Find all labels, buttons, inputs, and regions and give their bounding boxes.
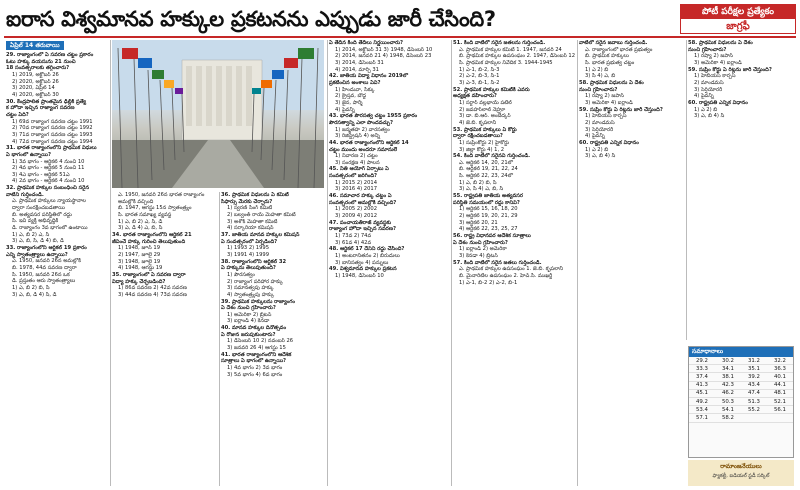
question-text: ఏ దేశం నుంచి గ్రహించారు? xyxy=(221,305,276,312)
option-text: 3) 1991 4) 1999 xyxy=(227,251,269,258)
option-text: 1) 4వ భాగం 2) 3వ భాగం xyxy=(227,365,283,372)
question-text: ఎన్ని స్వాతంత్ర్యాలు ఉన్నాయి? xyxy=(6,251,68,258)
answer-row xyxy=(689,357,793,365)
option-text: 1) ఎ, బి 2) బి, సి xyxy=(12,284,50,291)
option-text: డి. ప్రస్తుతం ఆరు స్వాతంత్ర్యాలు xyxy=(12,278,76,285)
answer-table xyxy=(689,357,793,423)
flags-photo xyxy=(112,40,324,188)
option-text: 4) 2020, అక్టోబర్ 30 xyxy=(12,91,59,98)
option-text: 1) ఎ-1, బి-2, సి-3 xyxy=(459,66,500,73)
brand-top: పోటీ పరీక్షల ప్రత్యేకం xyxy=(681,5,795,19)
option-text: 3) 4ఎ భాగం - ఆర్టికల్ 51ఎ xyxy=(12,171,70,178)
question-text: ఏ తేదీన కింది తేదీలు నిర్ణయించారు? xyxy=(329,40,404,46)
question-text: క హోదా ఇచ్చిన రాజ్యాంగ సవరణ xyxy=(6,105,75,112)
option-text: 3) అశోక్ మెహతా కమిటీ xyxy=(227,218,278,225)
answer-cell: 32.2 xyxy=(767,357,793,365)
column-1 xyxy=(6,40,108,486)
question-text: 58. ప్రాథమిక విధులను ఏ దేశం xyxy=(688,40,753,46)
option-text: 1) హెబియస్ కార్పస్ xyxy=(694,73,736,80)
option-text: బి. 1978, 44వ సవరణ ద్వారా xyxy=(12,265,77,271)
question-text: ఏ భాగంలో ఉన్నాయి? xyxy=(6,151,51,158)
option-text: 1) డిసెంబర్ 10 2) నవంబర్ 26 xyxy=(227,338,294,345)
column-2 xyxy=(112,192,217,486)
option-text: 4) 2వ భాగం - ఆర్టికల్ 4 నుంచి 10 xyxy=(12,178,85,185)
option-text: 1) సుప్రీంకోర్టు 2) హైకోర్టు xyxy=(459,139,510,146)
option-text: 3) జనవరి 26 4) ఆగస్టు 15 xyxy=(227,345,286,352)
answer-cell: 36.3 xyxy=(767,365,793,373)
answer-cell: 44.1 xyxy=(767,381,793,389)
question-text: 59. సుప్రీం కోర్టు ఏ రిట్లను జారీ చేస్తుంది? xyxy=(579,106,663,113)
column-divider xyxy=(110,40,111,486)
option-text: ఎ. ఆర్టికల్ 14, 20, 21లో xyxy=(459,159,513,166)
answer-key-heading: సమాధానాలు xyxy=(689,347,793,357)
option-text: ఎ. రాజ్యాంగంలో భారత ప్రభుత్వం xyxy=(585,46,653,53)
answer-cell: 34.1 xyxy=(715,365,741,373)
option-text: 3) 61వ 4) 42వ xyxy=(335,239,372,246)
option-text: బి. ఆర్టికల్ 19, 21, 22, 24 xyxy=(459,166,518,173)
option-text: 4) సర్కారియా కమిషన్ xyxy=(227,225,274,232)
option-text: 3) 2014, డిసెంబర్ 31 xyxy=(335,59,384,66)
option-text: 1) 86వ సవరణ 2) 42వ సవరణ xyxy=(118,285,187,292)
answer-cell: 42.3 xyxy=(715,381,741,389)
answer-cell: 52.1 xyxy=(767,397,793,405)
answer-cell: 46.2 xyxy=(715,389,741,397)
author-role: ఫ్యాకల్టీ, ఐడియల్ స్టడీ సర్కిల్ xyxy=(712,473,770,479)
question-text: జీవించే హక్కు గురించి తెలుపుతుంది xyxy=(112,238,186,245)
option-text: 3) సెర్షియోరరీ xyxy=(585,126,614,133)
option-text: ఎ. 1950, జనవరి 26న అమల్లోకి xyxy=(12,258,81,265)
question-text: 46. సమాచార హక్కు చట్టం ఏ xyxy=(329,193,392,200)
question-text: నుంచి గ్రహించారు? xyxy=(688,46,727,53)
question-text: 42. జాతీయ విద్యా విధానం 2019లో xyxy=(329,73,408,80)
question-text: 30. కేంద్రపాలిత ప్రాంతమైన ఢిల్లీకి ప్రత్యే xyxy=(6,98,87,105)
option-text: అమల్లోకి వచ్చింది xyxy=(118,198,154,205)
option-text: 1) హిందువా, సిక్కు xyxy=(335,86,375,93)
option-text: 3) ఎ, బి 4) సి xyxy=(585,153,616,160)
question-text: నుంచి గ్రహించారు? xyxy=(579,86,618,93)
question-text: ద్వారా రక్షించబడతాయి? xyxy=(453,133,503,140)
column-divider xyxy=(451,40,452,486)
column-6 xyxy=(579,40,685,486)
answer-cell: 53.4 xyxy=(689,406,715,414)
option-text: 1) 3వ భాగం - ఆర్టికల్ 4 నుంచి 10 xyxy=(12,158,85,165)
answer-cell: 40.1 xyxy=(767,373,793,381)
option-text: 3) 2016 4) 2017 xyxy=(335,186,377,193)
option-text: 3) బానిసత్వం 4) పన్నులు xyxy=(335,259,389,266)
question-text: 35. రాజ్యాంగంలో ఏ సవరణ ద్వారా xyxy=(112,271,186,278)
question-text: 59. సుప్రీం కోర్టు ఏ రిట్లను జారీ చేస్తుంది? xyxy=(688,66,772,73)
option-text: 1) హెబియస్ కార్పస్ xyxy=(585,113,627,120)
question-text: 36. ప్రాథమిక విధులను ఏ కమిటీ xyxy=(221,192,289,198)
option-text: 1) 69వ రాజ్యాంగ సవరణ చట్టం 1991 xyxy=(12,118,93,125)
answer-cell: 48.1 xyxy=(767,389,793,397)
option-text: 1) ఆర్టికల్ 15, 16, 18, 20 xyxy=(459,206,518,213)
question-text: వాటిలో సరైన జవాబు గుర్తించండి. xyxy=(579,40,648,46)
option-text: 3) 2009 4) 2012 xyxy=(335,213,377,220)
answer-cell: 33.3 xyxy=(689,365,715,373)
question-text: ఏ హక్కును తెలుపుతుంది? xyxy=(221,265,276,272)
answer-cell: 47.4 xyxy=(741,389,767,397)
option-text: 1) 73వ 2) 74వ xyxy=(335,233,372,240)
option-text: సి. 1950, జనవరి 26న ఒక xyxy=(12,271,70,278)
question-text: ఏ సంవత్సరంలో ఏర్పడింది? xyxy=(221,238,278,245)
answer-cell: 43.4 xyxy=(741,381,767,389)
option-text: 4) 72వ రాజ్యాంగ సవరణ చట్టం 1994 xyxy=(12,138,93,145)
option-text: 4) 2014, మార్చి 31 xyxy=(335,66,379,73)
option-text: 2) 4వ భాగం - ఆర్టికల్ 5 నుంచి 11 xyxy=(12,165,85,172)
column-3 xyxy=(221,192,325,486)
brand-bottom: జాగ్రఫీ xyxy=(726,21,750,32)
option-text: బి. ప్రాథమిక హక్కులు xyxy=(585,53,629,60)
option-text: 1) ఎ, బి 2) ఎ, సి xyxy=(12,231,50,238)
question-text: 55. రాష్ట్రపతి జాతీయ అత్యవసర xyxy=(453,193,523,200)
option-text: 4) పైవన్నీ xyxy=(335,106,355,113)
option-text: 1) ఎ 2) బి xyxy=(694,106,718,113)
option-text: ఎ. ప్రాథమిక హక్కుల ఉపసంఘం 1. జె.బి. కృపలానీ xyxy=(459,266,564,273)
question-text: 34. భారత రాజ్యాంగంలోని ఆర్టికల్ 21 xyxy=(112,231,192,238)
option-text: 1) ఐర్లాండ్ 2) అమెరికా xyxy=(459,246,507,253)
option-text: 1) ఎ, బి 2) ఎ, సి, డి xyxy=(118,218,163,225)
un-flags-image xyxy=(112,40,324,188)
option-text: 2) మాండమస్ xyxy=(694,79,724,86)
question-text: పౌరసత్వాన్ని ఎలా పొందవచ్చు? xyxy=(329,119,394,126)
question-text: 33. రాజ్యాంగంలోని ఆర్టికల్ 19 ప్రకారం xyxy=(6,245,87,252)
column-7 xyxy=(688,40,796,340)
option-text: 1) ఎ, బి 2) బి, సి xyxy=(459,179,497,186)
option-text: 1) రష్యా 2) జపాన్ xyxy=(585,93,624,100)
answer-cell xyxy=(741,414,767,422)
option-text: బి. 1947, ఆగస్టు 15న స్వాతంత్ర్యం xyxy=(118,205,192,212)
option-text: 3) జిల్లా కోర్టు 4) 1, 2 xyxy=(459,146,505,153)
option-text: 2) 2020, అక్టోబర్ 26 xyxy=(12,78,59,85)
answer-row xyxy=(689,397,793,405)
question-text: 44. భారత రాజ్యాంగంలోని ఆర్టికల్ 14 xyxy=(329,139,409,146)
option-text: 1) అంటరానితనం 2) బిరుదులు xyxy=(335,253,400,259)
option-text: సి. ఇవి వ్యక్తి అభివృద్ధికి xyxy=(12,218,59,225)
option-text: 1) 2005 2) 2002 xyxy=(335,206,377,213)
option-text: 3) ఐర్లాండ్ 4) కెనడా xyxy=(227,318,270,325)
option-text: 4) పైవన్నీ xyxy=(585,133,605,140)
option-text: 2) 70వ రాజ్యాంగ సవరణ చట్టం 1992 xyxy=(12,125,93,132)
question-text: 56. రాష్ట్ర విధానపర ఆదేశిక సూత్రాలు xyxy=(453,233,531,240)
option-text: ఎ. 1950, జనవరి 26న భారత రాజ్యాంగం xyxy=(118,192,205,198)
question-text: ప్రకటించిన అంశాలు ఏవి? xyxy=(329,79,381,86)
option-text: 3) ఎ, డి 4) ఎ, బి, సి xyxy=(118,225,163,232)
question-text: వాటిని గుర్తించండి. xyxy=(6,191,44,198)
question-text: 60. రాష్ట్రపతి ఎన్నిక విధానం xyxy=(579,139,639,146)
question-text: 40. మానవ హక్కుల దినోత్సవం xyxy=(221,325,287,332)
column-divider xyxy=(327,40,328,486)
question-text: 47. పంచాయతీరాజ్ వ్యవస్థకు xyxy=(329,219,392,226)
option-text: 1) 1948, జూన్ 19 xyxy=(118,245,160,252)
answer-row xyxy=(689,381,793,389)
option-text: 2) 1947, జూలై 29 xyxy=(118,251,161,258)
option-text: 3) సి 4) ఎ, బి xyxy=(585,73,616,80)
option-text: 1) స్వరణ్ సింగ్ కమిటీ xyxy=(227,205,273,212)
answer-cell: 29.2 xyxy=(689,357,715,365)
answer-cell: 58.2 xyxy=(715,414,741,422)
option-text: సి. భారత సమాఖ్య వ్యవస్థ xyxy=(118,211,172,218)
option-text: 3) 2020, ఏప్రిల్ 14 xyxy=(12,85,55,92)
option-text: 1) ఎ 2) బి xyxy=(585,146,609,153)
answer-row xyxy=(689,365,793,373)
option-text: 3) అమెరికా 4) ఐర్లాండ్ xyxy=(585,99,633,106)
author-box xyxy=(688,460,794,486)
option-text: 1) అమెరికా 2) బ్రిటన్ xyxy=(227,311,272,318)
option-text: 1) సర్దార్ వల్లభాయ్ పటేల్ xyxy=(459,99,512,106)
option-text: 3) 1948, జూలై 19 xyxy=(118,258,161,265)
answer-row xyxy=(689,389,793,397)
question-text: 52. ప్రాథమిక హక్కుల కమిటీకి ఎవరు xyxy=(453,86,530,93)
option-text: 1) పౌరసత్వం xyxy=(227,271,255,278)
option-text: 3) సెర్షియోరరీ xyxy=(694,86,723,93)
answer-cell: 45.1 xyxy=(689,389,715,397)
question-text: 32. ప్రాథమిక హక్కుల సంబంధించి సరైన xyxy=(6,185,89,192)
option-text: 1) 2014, అక్టోబర్ 31 3) 1948, డిసెంబర్ 10 xyxy=(335,46,433,53)
question-text: 31. భారత రాజ్యాంగంలోని ప్రాథమిక విధులు xyxy=(6,145,97,152)
option-text: 1) ఎ-1, బి-2 2) ఎ-2, బి-1 xyxy=(459,279,518,286)
question-text: 18 సంవత్సరాలకు తగ్గించారు? xyxy=(6,65,70,72)
option-text: 3) ఎ, బి 4) సి xyxy=(694,113,725,120)
option-text: డి. రాజ్యాంగం 3వ భాగంలో ఉంటాయి xyxy=(12,225,88,232)
question-text: పరిస్థితి సమయంలో రద్దు కానివి? xyxy=(453,199,520,206)
answer-cell: 37.4 xyxy=(689,373,715,381)
question-text: 49. విశ్వమానవ హక్కుల ప్రకటన xyxy=(329,266,397,273)
question-text: 43. భారత పౌరసత్వ చట్టం 1955 ప్రకారం xyxy=(329,113,418,120)
option-text: 3) డా. బి.ఆర్. అంబేద్కర్ xyxy=(459,113,511,120)
answer-cell: 49.2 xyxy=(689,397,715,405)
option-text: 4) స్వాతంత్ర్యపు హక్కు xyxy=(227,291,275,298)
question-text: 29. రాజ్యాంగంలో ఏ సవరణ చట్టం ప్రకారం xyxy=(6,52,94,58)
section-brand xyxy=(680,4,796,34)
answer-cell xyxy=(767,414,793,422)
answer-cell: 56.1 xyxy=(767,406,793,414)
option-text: 3) ఆర్టికల్ 20, 21 xyxy=(459,219,498,226)
option-text: 1) జన్మతహ 2) వారసత్వం xyxy=(335,126,390,133)
option-text: 3) అమెరికా 4) ఐర్లాండ్ xyxy=(694,59,742,66)
question-text: సూత్రాలు ఏ భాగంలో ఉన్నాయి? xyxy=(221,358,287,365)
option-text: బి. మైనారిటీల ఉపసంఘం 2. హెచ్.సి. ముఖర్జీ xyxy=(459,272,553,279)
answer-key xyxy=(688,346,794,458)
question-text: 51. కింది వాటిలో సరైన జతలను గుర్తించండి. xyxy=(453,40,546,46)
option-text: 1) 2015 2) 2014 xyxy=(335,179,377,186)
option-text: బి. అత్యవసర పరిస్థితిలో రద్దు xyxy=(12,211,72,218)
answer-row xyxy=(689,406,793,414)
question-text: 39. ప్రాథమిక హక్కులను రాజ్యాంగం xyxy=(221,298,296,305)
option-text: 3) ఎ, సి 4) ఎ, బి, సి xyxy=(459,186,504,193)
question-text: అధ్యక్షత వహించారు? xyxy=(453,93,497,100)
option-text: సి. ఆర్టికల్ 22, 23, 24లో xyxy=(459,173,513,180)
option-text: 3) 71వ రాజ్యాంగ సవరణ చట్టం 1993 xyxy=(12,131,93,138)
answer-cell: 55.2 xyxy=(741,406,767,414)
option-text: సి. ప్రాథమిక హక్కుల నివేదిక 3. 1944-1945 xyxy=(459,59,553,66)
question-text: రాజ్యాంగ హోదా ఇచ్చిన సవరణ? xyxy=(329,226,397,233)
option-text: 2) ఆర్టికల్ 19, 20, 21, 29 xyxy=(459,213,518,220)
option-text: 3) కెనడా 4) బ్రిటన్ xyxy=(459,253,498,259)
option-text: 4) ఆర్టికల్ 22, 23, 25, 27 xyxy=(459,226,518,233)
option-text: 3) ఎ, బి, సి, డి 4) బి, డి xyxy=(12,238,64,245)
column-divider xyxy=(577,40,578,486)
header-rule xyxy=(4,36,796,38)
answer-cell: 39.2 xyxy=(741,373,767,381)
option-text: 3) సమానత్వపు హక్కు xyxy=(227,285,274,292)
option-text: 3) జైన, పార్శీ xyxy=(335,99,363,106)
answer-row xyxy=(689,414,793,422)
option-text: బి. ప్రాథమిక హక్కుల ఉపసంఘం 2. 1947, డిసెంబర్ 12 xyxy=(459,53,575,60)
option-text: 1) 1993 2) 1995 xyxy=(227,245,269,252)
option-text: 1) రష్యా 2) జపాన్ xyxy=(694,53,733,60)
option-text: 2) ఎ-2, బి-3, సి-1 xyxy=(459,73,500,80)
option-text: 4) 1948, ఆగస్టు 19 xyxy=(118,265,163,272)
question-text: చట్టం ఏది? xyxy=(6,111,29,118)
question-text: సిఫార్సు మేరకు చేర్చారు? xyxy=(221,198,273,205)
answer-cell: 57.1 xyxy=(689,414,715,422)
question-text: 37. జాతీయ మానవ హక్కుల కమిషన్ xyxy=(221,231,300,238)
question-text: విద్యా హక్కు చేర్చబడింది? xyxy=(112,278,166,285)
option-text: 3) సంరక్షణ 4) పాలన xyxy=(335,159,380,166)
option-text: 2) బల్వంత్ రాయ్ మెహతా కమిటీ xyxy=(227,211,296,218)
question-text: 53. ప్రాథమిక హక్కులు ఏ కోర్టు xyxy=(453,126,517,133)
question-text: ఏ రోజున జరుపుకుంటారు? xyxy=(221,331,276,338)
column-4 xyxy=(329,40,449,486)
question-text: ఓటు హక్కు వయసును 21 నుంచి xyxy=(6,58,76,65)
option-text: 2) 2014, జనవరి 21 4) 1948, డిసెంబర్ 23 xyxy=(335,53,432,60)
option-text: 1) 1948, డిసెంబర్ 10 xyxy=(335,272,384,279)
answer-row xyxy=(689,373,793,381)
column-5 xyxy=(453,40,575,486)
date-tag: ఏప్రిల్ 14 తరువాయి xyxy=(6,41,64,50)
headline: ఐరాస విశ్వమానవ హక్కుల ప్రకటనను ఎప్పుడు జారీ చేసింది? xyxy=(6,7,496,31)
question-text: 38. రాజ్యాంగంలోని ఆర్టికల్ 32 xyxy=(221,258,287,265)
answer-cell: 38.1 xyxy=(715,373,741,381)
option-text: ఎ. ప్రాథమిక హక్కుల కమిటీ 1. 1947, జనవరి 24 xyxy=(459,46,562,53)
option-text: 2) మాండమస్ xyxy=(585,119,615,126)
question-text: 48. ఆర్టికల్ 17 దేనిని రద్దు చేసింది? xyxy=(329,246,405,253)
option-text: సి. భారత ప్రభుత్వ చట్టం xyxy=(585,59,635,66)
question-text: 41. భారత రాజ్యాంగంలోని ఆదేశిక xyxy=(221,351,292,358)
question-text: 60. రాష్ట్రపతి ఎన్నిక విధానం xyxy=(688,99,748,106)
option-text: 1) నివారణ 2) చట్టం xyxy=(335,153,378,160)
option-text: 1) 2019, అక్టోబర్ 26 xyxy=(12,71,59,78)
option-text: ద్వారా సంరక్షించబడతాయి xyxy=(12,205,65,212)
answer-cell: 54.1 xyxy=(715,406,741,414)
answer-cell: 30.2 xyxy=(715,357,741,365)
question-text: 58. ప్రాథమిక విధులను ఏ దేశం xyxy=(579,79,644,86)
question-text: ఏ దేశం నుంచి గ్రహించారు? xyxy=(453,239,508,246)
question-text: చట్టం ముందు అందరూ సమానులే xyxy=(329,146,398,153)
option-text: 3) ఎ, బి, డి 4) సి, డి xyxy=(12,291,57,298)
option-text: 4) జె.బి. కృపలానీ xyxy=(459,119,497,126)
column-divider xyxy=(219,192,220,486)
answer-cell: 41.3 xyxy=(689,381,715,389)
answer-cell: 50.3 xyxy=(715,397,741,405)
question-text: 54. కింది వాటిలో సరైనవి గుర్తించండి. xyxy=(453,153,531,160)
answer-cell: 35.1 xyxy=(741,365,767,373)
column-divider xyxy=(686,40,687,340)
option-text: 1) ఎ 2) బి xyxy=(585,66,609,73)
question-text: సంవత్సరంలో జరిగింది? xyxy=(329,173,378,180)
option-text: 3) 44వ సవరణ 4) 73వ సవరణ xyxy=(118,291,187,298)
question-text: సంవత్సరంలో అమల్లోకి వచ్చింది? xyxy=(329,199,397,206)
author-name: రామాంజనేయులు xyxy=(720,463,762,470)
option-text: 4) పైవన్నీ xyxy=(694,93,714,100)
question-text: 45. నీతి ఆయోగ్ ఏర్పాటు ఏ xyxy=(329,166,389,173)
option-text: 3) ఎ-3, బి-1, సి-2 xyxy=(459,79,500,86)
answer-cell: 31.2 xyxy=(741,357,767,365)
option-text: 2) రాజ్యాంగ పరిహార హక్కు xyxy=(227,278,283,285)
option-text: 2) క్రైస్తవ, బౌద్ధ xyxy=(335,93,367,100)
answer-cell: 51.3 xyxy=(741,397,767,405)
option-text: ఎ. ప్రాథమిక హక్కులు న్యాయస్థానాల xyxy=(12,198,86,205)
option-text: 2) జవహర్‌లాల్ నెహ్రూ xyxy=(459,106,506,113)
question-text: 57. కింది వాటిలో సరైన జతలు గుర్తించండి. xyxy=(453,259,542,266)
option-text: 3) రిజిస్ట్రేషన్ 4) అన్నీ xyxy=(335,133,381,140)
option-text: 3) 5వ భాగం 4) 6వ భాగం xyxy=(227,371,283,378)
